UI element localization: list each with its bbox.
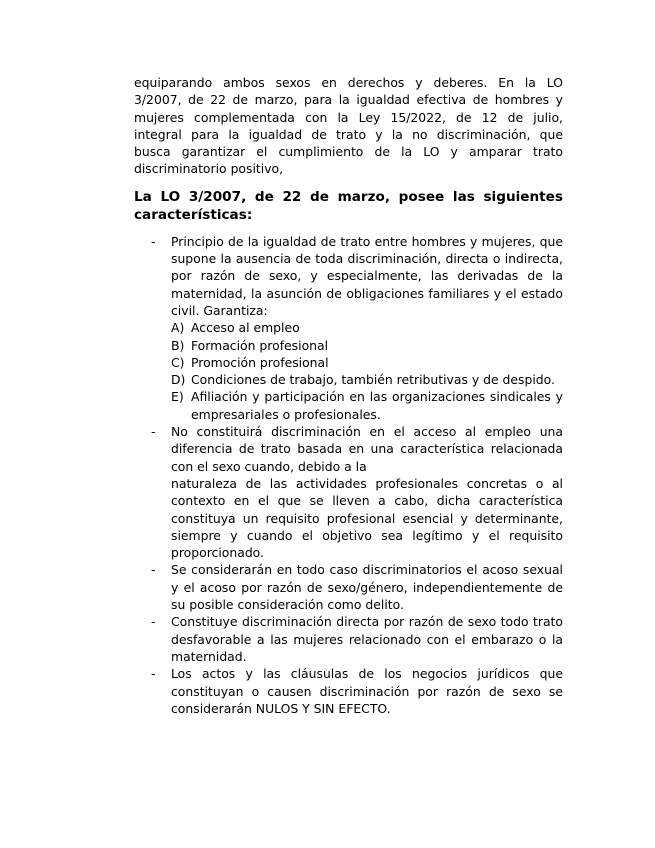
bullet-marker: -	[151, 614, 156, 630]
bullet-marker: -	[151, 666, 156, 682]
intro-line: integral para la igualdad de trato y la no discriminación, que	[134, 126, 563, 142]
sublist-item	[171, 388, 563, 423]
sublist-item	[171, 319, 563, 336]
characteristics-list	[134, 233, 563, 717]
bullet-text: Los actos y las cláusulas de los negocios jurídicos que constituyan o causen discriminación por razón de sexo se considerarán NULOS Y SIN EFECTO.	[171, 666, 563, 716]
intro-line: equiparando ambos sexos en derechos y deberes. En la LO	[134, 75, 563, 90]
sublist-letter: E)	[171, 389, 184, 405]
intro-paragraph	[134, 74, 563, 178]
section-heading: La LO 3/2007, de 22 de marzo, posee las siguientes características:	[134, 188, 563, 223]
sublist-item	[171, 371, 563, 388]
intro-line: discriminatorio positivo,	[134, 161, 284, 177]
guarantees-sublist	[171, 319, 563, 423]
sublist-text: Afiliación y participación en las organizaciones sindicales y empresariales o profesionales.	[191, 389, 563, 422]
page-content	[134, 74, 563, 717]
sublist-text: Promoción profesional	[191, 354, 329, 370]
bullet-text: Principio de la igualdad de trato entre hombres y mujeres, que supone la ausencia de toda discriminación, directa o indirecta, por razón de sexo, y especialmente, las derivadas de la maternidad, la asunción de obligaciones familiares y el estado civil. Garantiza:	[171, 233, 563, 318]
sublist-item	[171, 337, 563, 354]
intro-line: mujeres complementada con la Ley 15/2022, de 12 de julio,	[134, 109, 563, 125]
sublist-letter: C)	[171, 354, 185, 370]
bullet-marker: -	[151, 562, 156, 578]
sublist-text: Condiciones de trabajo, también retributivas y de despido.	[191, 372, 555, 388]
list-item	[134, 423, 563, 561]
sublist-text: Formación profesional	[191, 337, 329, 353]
bullet-text: naturaleza de las actividades profesionales concretas o al contexto en el que se lleven a cabo, dicha característica constituya un requisito profesional esencial y determinante, siempre y cuando el objetivo sea legítimo y el requisito proporcionado.	[171, 475, 563, 561]
bullet-marker: -	[151, 233, 156, 249]
sublist-letter: A)	[171, 320, 185, 336]
intro-line: busca garantizar el cumplimiento de la LO y amparar trato	[134, 144, 563, 160]
intro-line: 3/2007, de 22 de marzo, para la igualdad efectiva de hombres y	[134, 92, 563, 108]
sublist-letter: D)	[171, 372, 186, 388]
sublist-text: Acceso al empleo	[191, 320, 300, 336]
sublist-letter: B)	[171, 337, 185, 353]
bullet-marker: -	[151, 424, 156, 440]
list-item	[134, 561, 563, 613]
bullet-text: Se considerarán en todo caso discriminatorios el acoso sexual y el acoso por razón de sexo/género, independientemente de su posible consideración como delito.	[171, 562, 563, 613]
sublist-item	[171, 354, 563, 371]
bullet-text-lead: No constituirá discriminación en el acceso al empleo una diferencia de trato basada en una característica relacionada con el sexo cuando, debido a la	[171, 424, 563, 474]
bullet-text: Constituye discriminación directa por razón de sexo todo trato desfavorable a las mujeres relacionado con el embarazo o la maternidad.	[171, 614, 563, 664]
list-item	[134, 233, 563, 423]
list-item	[134, 613, 563, 665]
list-item	[134, 665, 563, 717]
